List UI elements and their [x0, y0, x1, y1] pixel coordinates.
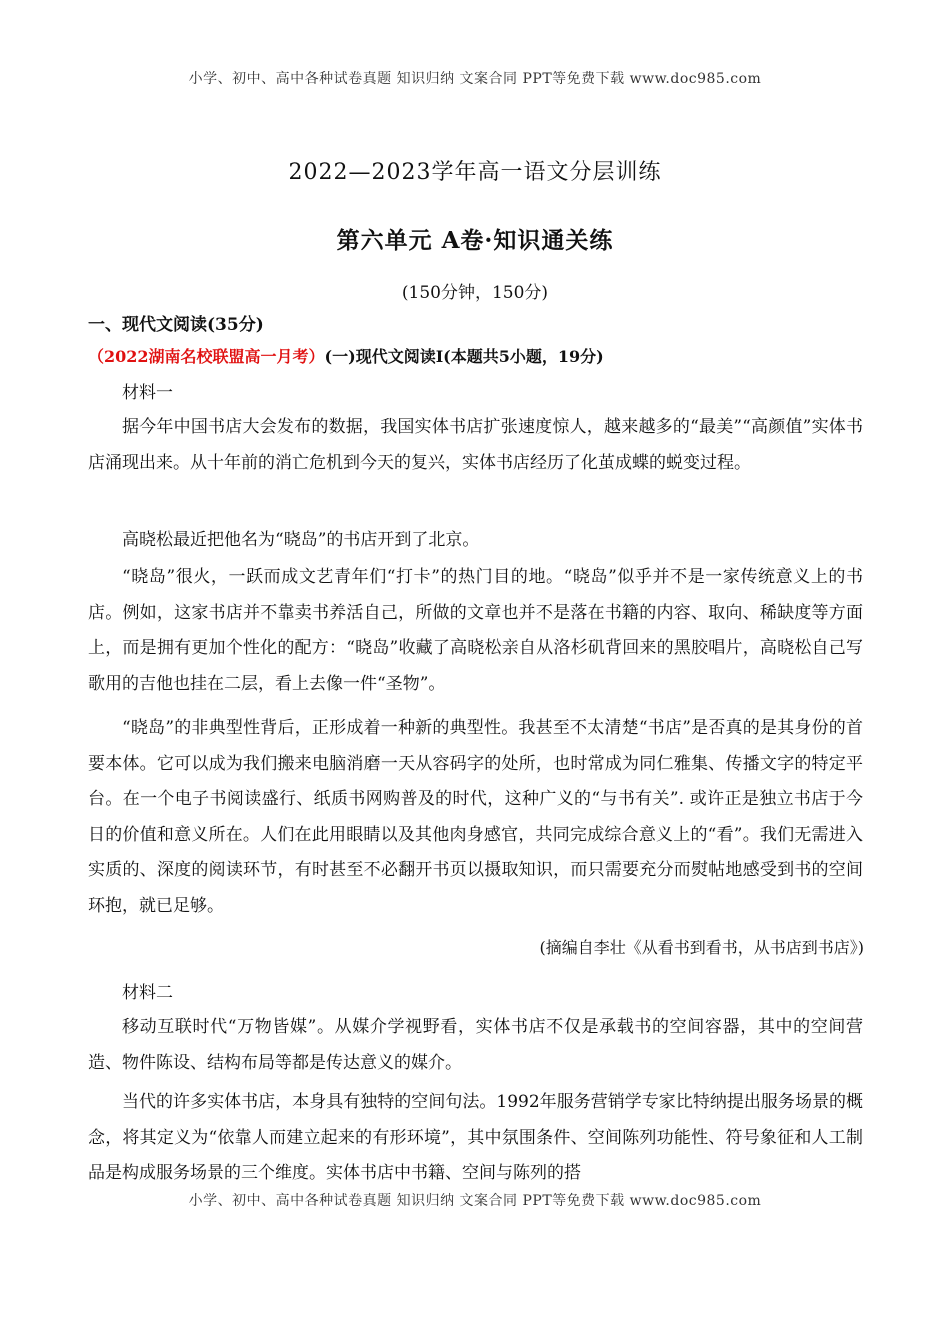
material2-label: 材料二 [122, 983, 173, 1003]
material1-label: 材料一 [122, 383, 173, 403]
document-title: 2022—2023学年高一语文分层训练 [288, 160, 662, 185]
subsection-heading: (一)现代文阅读Ⅰ(本题共5小题，19分) [324, 347, 604, 366]
material1-paragraph-2: 高晓松最近把他名为“晓岛”的书店开到了北京。 [122, 530, 480, 550]
question-source-line [88, 344, 604, 367]
document-subtitle: 第六单元 A卷·知识通关练 [336, 227, 614, 254]
exam-source: （2022湖南名校联盟高一月考） [88, 347, 325, 366]
material2-paragraph-1: 移动互联时代“万物皆媒”。从媒介学视野看，实体书店不仅是承载书的空间容器，其中的空间营造、物件陈设、结构布局等都是传达意义的媒介。 [88, 1017, 863, 1073]
material1-paragraph-1: 据今年中国书店大会发布的数据，我国实体书店扩张速度惊人，越来越多的“最美”“高颜值”实体书店涌现出来。从十年前的消亡危机到今天的复兴，实体书店经历了化茧成蝶的蜕变过程。 [88, 417, 863, 473]
material1-paragraph-3: “晓岛”很火，一跃而成文艺青年们“打卡”的热门目的地。“晓岛”似乎并不是一家传统意义上的书店。例如，这家书店并不靠卖书养活自己，所做的文章也并不是落在书籍的内容、取向、稀缺度等方面上，而是拥有更加个性化的配方：“晓岛”收藏了高晓松亲自从洛杉矶背回来的黑胶唱片，高晓松自己写歌用的吉他也挂在二层，看上去像一件“圣物”。 [88, 567, 863, 694]
running-footer: 小学、初中、高中各种试卷真题 知识归纳 文案合同 PPT等免费下载 www.doc985.com [188, 1193, 762, 1209]
material2-paragraph-2: 当代的许多实体书店，本身具有独特的空间句法。1992年服务营销学专家比特纳提出服务场景的概念，将其定义为“依靠人而建立起来的有形环境”，其中氛围条件、空间陈列功能性、符号象征和人工制品是构成服务场景的三个维度。实体书店中书籍、空间与陈列的搭 [88, 1092, 863, 1184]
section-heading: 一、现代文阅读(35分) [88, 315, 264, 335]
time-score-note: (150分钟，150分) [401, 283, 549, 303]
running-header: 小学、初中、高中各种试卷真题 知识归纳 文案合同 PPT等免费下载 www.doc985.com [188, 71, 762, 87]
material1-citation: (摘编自李壮《从看书到看书，从书店到书店》) [539, 938, 864, 957]
material1-paragraph-4: “晓岛”的非典型性背后，正形成着一种新的典型性。我甚至不太清楚“书店”是否真的是其身份的首要本体。它可以成为我们搬来电脑消磨一天从容码字的处所，也时常成为同仁雅集、传播文字的特定平台。在一个电子书阅读盛行、纸质书网购普及的时代，这种广义的“与书有关”. 或许正是独立书店于今日的价值和意义所在。人们在此用眼睛以及其他肉身感官，共同完成综合意义上的“看”。我们无需进入实质的、深度的阅读环节，有时甚至不必翻开书页以摄取知识，而只需要充分而熨帖地感受到书的空间环抱，就已足够。 [88, 718, 863, 916]
